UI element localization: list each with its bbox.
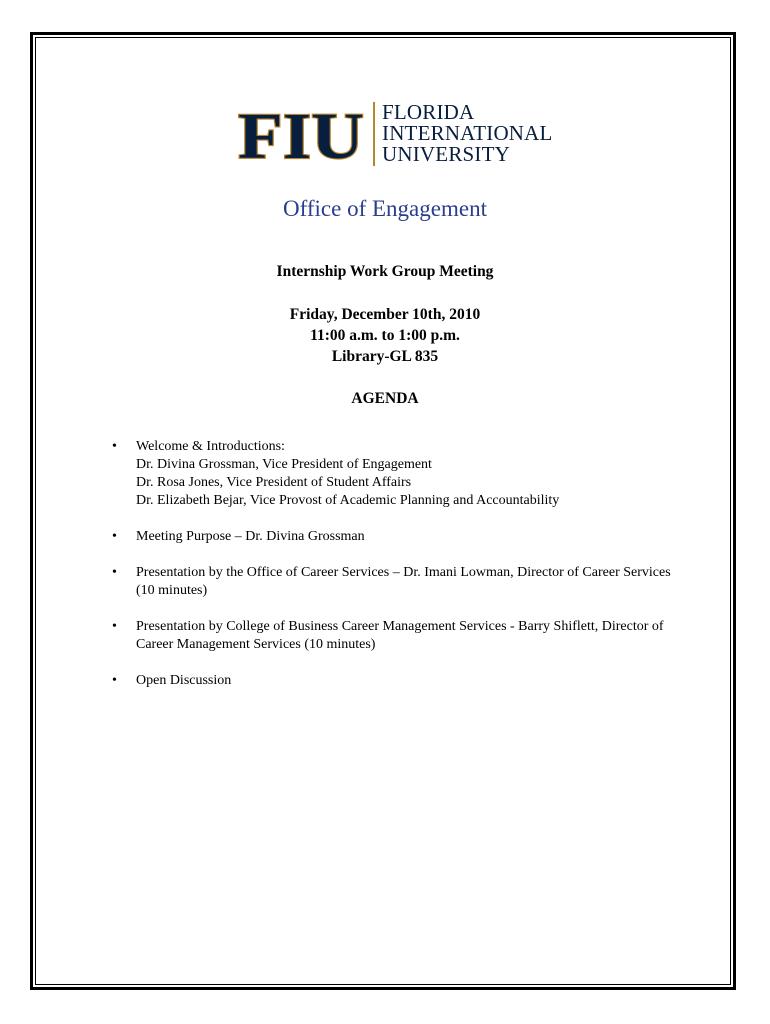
agenda-subitem: Dr. Rosa Jones, Vice President of Student Affairs [136,475,412,490]
meeting-title: Internship Work Group Meeting [276,263,494,280]
bullet: • [112,619,117,634]
agenda-item-text: Meeting Purpose – Dr. Divina Grossman [136,529,365,544]
agenda-item-welcome [110,438,690,510]
fiu-logo [236,100,566,170]
agenda-heading: AGENDA [351,390,419,407]
bullet: • [112,673,117,688]
agenda-item-text: Open Discussion [136,673,232,688]
fiu-logo-letters: FIU [238,104,364,164]
logo-wordmark [382,102,553,165]
fiu-logo-mark [236,104,366,164]
meeting-location: Library-GL 835 [331,348,439,365]
bullet: • [112,439,117,454]
meeting-date: Friday, December 10th, 2010 [289,306,481,323]
agenda-item-business-career [110,618,690,654]
agenda-item-text: Welcome & Introductions: [136,439,285,454]
agenda-subitem: Dr. Divina Grossman, Vice President of Engagement [136,457,432,472]
agenda-item-text: Presentation by College of Business Career Management Services - Barry Shiflett, Director of Career Management Services (10 minutes) [136,619,664,652]
logo-line-2: INTERNATIONAL [382,121,553,145]
agenda-item-open-discussion [110,672,690,690]
agenda-item-purpose [110,528,690,546]
logo-divider [373,102,375,166]
logo-line-1: FLORIDA [382,100,475,124]
bullet: • [112,529,117,544]
agenda-subitem: Dr. Elizabeth Bejar, Vice Provost of Academic Planning and Accountability [136,493,560,508]
bullet: • [112,565,117,580]
logo-line-3: UNIVERSITY [382,142,510,166]
meeting-time: 11:00 a.m. to 1:00 p.m. [310,327,460,344]
agenda-item-career-services [110,564,690,600]
agenda-item-text: Presentation by the Office of Career Services – Dr. Imani Lowman, Director of Career Services (10 minutes) [136,565,671,598]
office-title: Office of Engagement [283,196,487,221]
agenda-list [110,438,690,708]
